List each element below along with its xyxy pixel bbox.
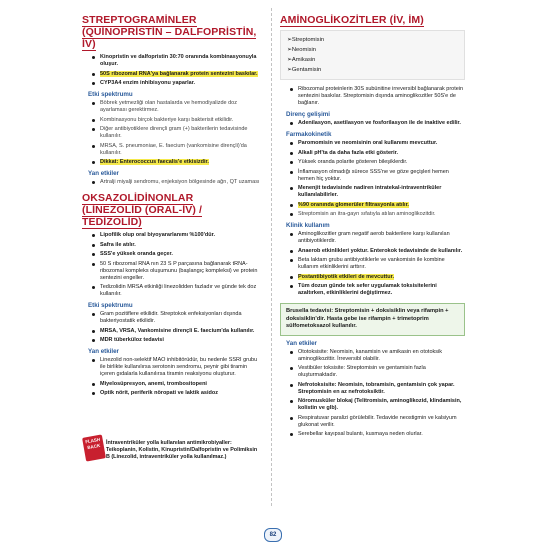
list-item: Postantibiyotik etkileri de mevcuttur.	[290, 274, 465, 281]
list-item: Anaerob etkinlikleri yoktur. Enterokok tedavisinde de kullanılır.	[290, 248, 465, 255]
list-item: Paromomisin ve neomisinin oral kullanımı mevcuttur.	[290, 140, 465, 147]
list-item: Nöromusküler blokaj (Telitromisin, aminoglikozid, klindamisin, kolistin ve glb).	[290, 398, 465, 412]
list-item: %90 oranında glomerüler filtrasyonla atılır.	[290, 202, 465, 209]
flashback-box	[84, 436, 260, 492]
list-item: Vestibüler toksisite: Streptomisin ve gentamisin fazla oluşturmaktadır.	[290, 365, 465, 379]
list-item: Serebellar kayıpsal bulantı, kusmaya neden olurlar.	[290, 431, 465, 438]
list-item: CYP3A4 enzim inhibisyonu yaparlar.	[92, 80, 262, 87]
list-item: Alkali pH'ta da daha fazla etki gösterir.	[290, 150, 465, 157]
list-item: Kinopristin ve dalfopristin 30:70 oranında kombinasyonuyla oluşur.	[92, 54, 262, 68]
list-item: Adenilasyon, asetilasyon ve fosforilasyon ile de inaktive edilir.	[290, 120, 465, 127]
list-item: Diğer antibiyotiklere dirençli gram (+) bakterilerin tedavisinde kullanılır.	[92, 126, 262, 140]
yan-right-list	[280, 349, 465, 439]
klinik-list	[280, 231, 465, 297]
list-item: Yüksek oranda polarite gösteren bileşiklerdir.	[290, 159, 465, 166]
list-item: Safra ile atılır.	[92, 242, 262, 249]
list-item: Böbrek yetmezliği olan hastalarda ve hemodiyalizde doz ayarlaması gerektirmez.	[92, 100, 262, 114]
yan-etkiler-2-heading: Yan etkiler	[88, 348, 119, 355]
streptogramin-title: STREPTOGRAMİNLER (QUİNOPRİSTİN – DALFOPRİSTİN, İV)	[82, 14, 257, 50]
list-item: Menenjit tedavisinde nadiren intratekal-intraventriküler kullanılabilirler.	[290, 185, 465, 199]
oksazolidinon-title: OKSAZOLİDİNONLAR (LİNEZOLİD (ORAL-İV) / TEDİZOLİD)	[82, 192, 203, 228]
list-item: İnflamasyon olmadığı sürece SSS'ne ve göze geçişleri hemen hemen hiç yoktur.	[290, 169, 465, 183]
drug-item: ➢ Neomisin	[287, 45, 458, 55]
drug-list-box	[280, 30, 465, 80]
etki-list	[82, 100, 262, 166]
list-item: MDR tüberküloz tedavisi	[92, 337, 262, 344]
list-item: Nefrotoksisite: Neomisin, tobramisin, gentamisin çok yapar. Streptomisin en az nefrotoksiktir.	[290, 382, 465, 396]
yan-list	[82, 179, 262, 186]
farmakokinetik-list	[280, 140, 465, 218]
list-item: Artralji miyalji sendromu, enjeksiyon bölgesinde ağrı, QT uzaması	[92, 179, 262, 186]
list-item: Miyelosüpresyon, anemi, trombositopeni	[92, 381, 262, 388]
streptogramin-list	[82, 54, 262, 87]
direnc-list	[280, 120, 465, 127]
list-item: Dikkat: Enterococcus faecalis'e etkisizdir.	[92, 159, 262, 166]
list-item: Beta laktam grubu antibiyotiklerle ve vankomisin ile kombine kullanım etkinliklerini arttırır.	[290, 257, 465, 271]
page-number: 82	[264, 528, 282, 542]
drug-item: ➢ Amikasin	[287, 55, 458, 65]
list-item: SSS'e yüksek oranda geçer.	[92, 251, 262, 258]
list-item: MRSA, S. pneumoniae, E. faecium (vankomisine dirençli)'da kullanılır.	[92, 143, 262, 157]
farmakokinetik-heading: Farmakokinetik	[286, 131, 332, 138]
flashback-text: İntraventriküler yolla kullanılan antimikrobiyaller: Teikoplanin, Kolistin, Kinupristin/Dalfopristin ve Polimiksin B (Linezolid, intraventriküler yolla kullanılmaz.)	[106, 440, 258, 460]
yan-etkiler-heading: Yan etkiler	[88, 170, 119, 177]
yan2-list	[82, 357, 262, 397]
oksazolidinon-list	[82, 232, 262, 298]
list-item: Linezolid non-selektif MAO inhibitörüdür, bu nedenle SSRI grubu ile birlikte kullanılırsa serotonin sendromu, peynir gibi tiramin içeren gıdalarla kullanılırsa tiramin reaksiyonu oluşturur.	[92, 357, 262, 378]
list-item: 50 S ribozomal RNA nın 23 S P parçasına bağlanarak tRNA-ribozomal kompleks oluşumunu (başlangıç kompleksi) ve protein sentezini engeller.	[92, 261, 262, 282]
list-item: MRSA, VRSA, Vankomisine dirençli E. faecium'da kullanılır.	[92, 328, 262, 335]
list-item: Kombinasyonu birçok bakteriye karşı bakterisit etkilidir.	[92, 117, 262, 124]
list-item: Aminoglikozitler gram negatif aerob bakterilere karşı kullanılan antibiyotiklerdir.	[290, 231, 465, 245]
flashback-tag: FLASH BACK	[82, 434, 106, 461]
etki2-list	[82, 311, 262, 344]
brusella-box: Brusella tedavisi: Streptomisin + doksisiklin veya rifampin + doksisiklin'dir. Hasta gebe ise rifampin + trimetoprim sülfometoksazol kullanılır.	[280, 303, 465, 336]
aminoglikozit-title: AMİNOGLİKOZİTLER (İV, İM)	[280, 14, 424, 26]
klinik-heading: Klinik kullanım	[286, 222, 330, 229]
list-item: Respiratuvar paralizi görülebilir. Tedavide neostigmin ve kalsiyum glukonat verilir.	[290, 415, 465, 429]
right-column	[280, 14, 465, 441]
list-item: Tüm dozun günde tek sefer uygulamak toksisitelerini azaltırken, etkinliklerini değiştirmez.	[290, 283, 465, 297]
list-item: Lipofilik olup oral biyoyararlanımı %100'dür.	[92, 232, 262, 239]
list-item: Optik nörit, periferik nöropati ve laktik asidoz	[92, 390, 262, 397]
list-item: Streptomisin an itra-gayrı sıfatıyla atılan aminoglikozitdir.	[290, 211, 465, 218]
list-item: 50S ribozomal RNA'ya bağlanarak protein sentezini baskılar.	[92, 71, 262, 78]
list-item: Ototoksisite: Neomisin, kanamisin ve amikasin en ototoksik aminoglikozittir. İrreversibl olabilir.	[290, 349, 465, 363]
left-column	[82, 14, 262, 400]
yan-etkiler-right-heading: Yan etkiler	[286, 339, 317, 347]
drug-item: ➢ Streptomisin	[287, 35, 458, 45]
etki-spektrumu-2-heading: Etki spektrumu	[88, 302, 133, 309]
list-item: Gram pozitiflere etkilidir. Streptokok enfeksiyonları dışında bakteriyostatik etkilidir.	[92, 311, 262, 325]
direnc-heading: Direnç gelişimi	[286, 111, 331, 118]
list-item: Ribozomal proteinlerin 30S subünitine irreversibl bağlanarak protein sentezini baskılar. Streptomisin dışında aminoglikozitler 50S'e de bağlanır.	[290, 86, 465, 107]
etki-spektrumu-heading: Etki spektrumu	[88, 91, 133, 98]
column-divider	[271, 8, 272, 506]
intro-list	[280, 86, 465, 107]
drug-item: ➢ Gentamisin	[287, 65, 458, 75]
list-item: Tedizolidin MRSA etkinliği linezolidden fazladır ve günde tek doz kullanılır.	[92, 284, 262, 298]
